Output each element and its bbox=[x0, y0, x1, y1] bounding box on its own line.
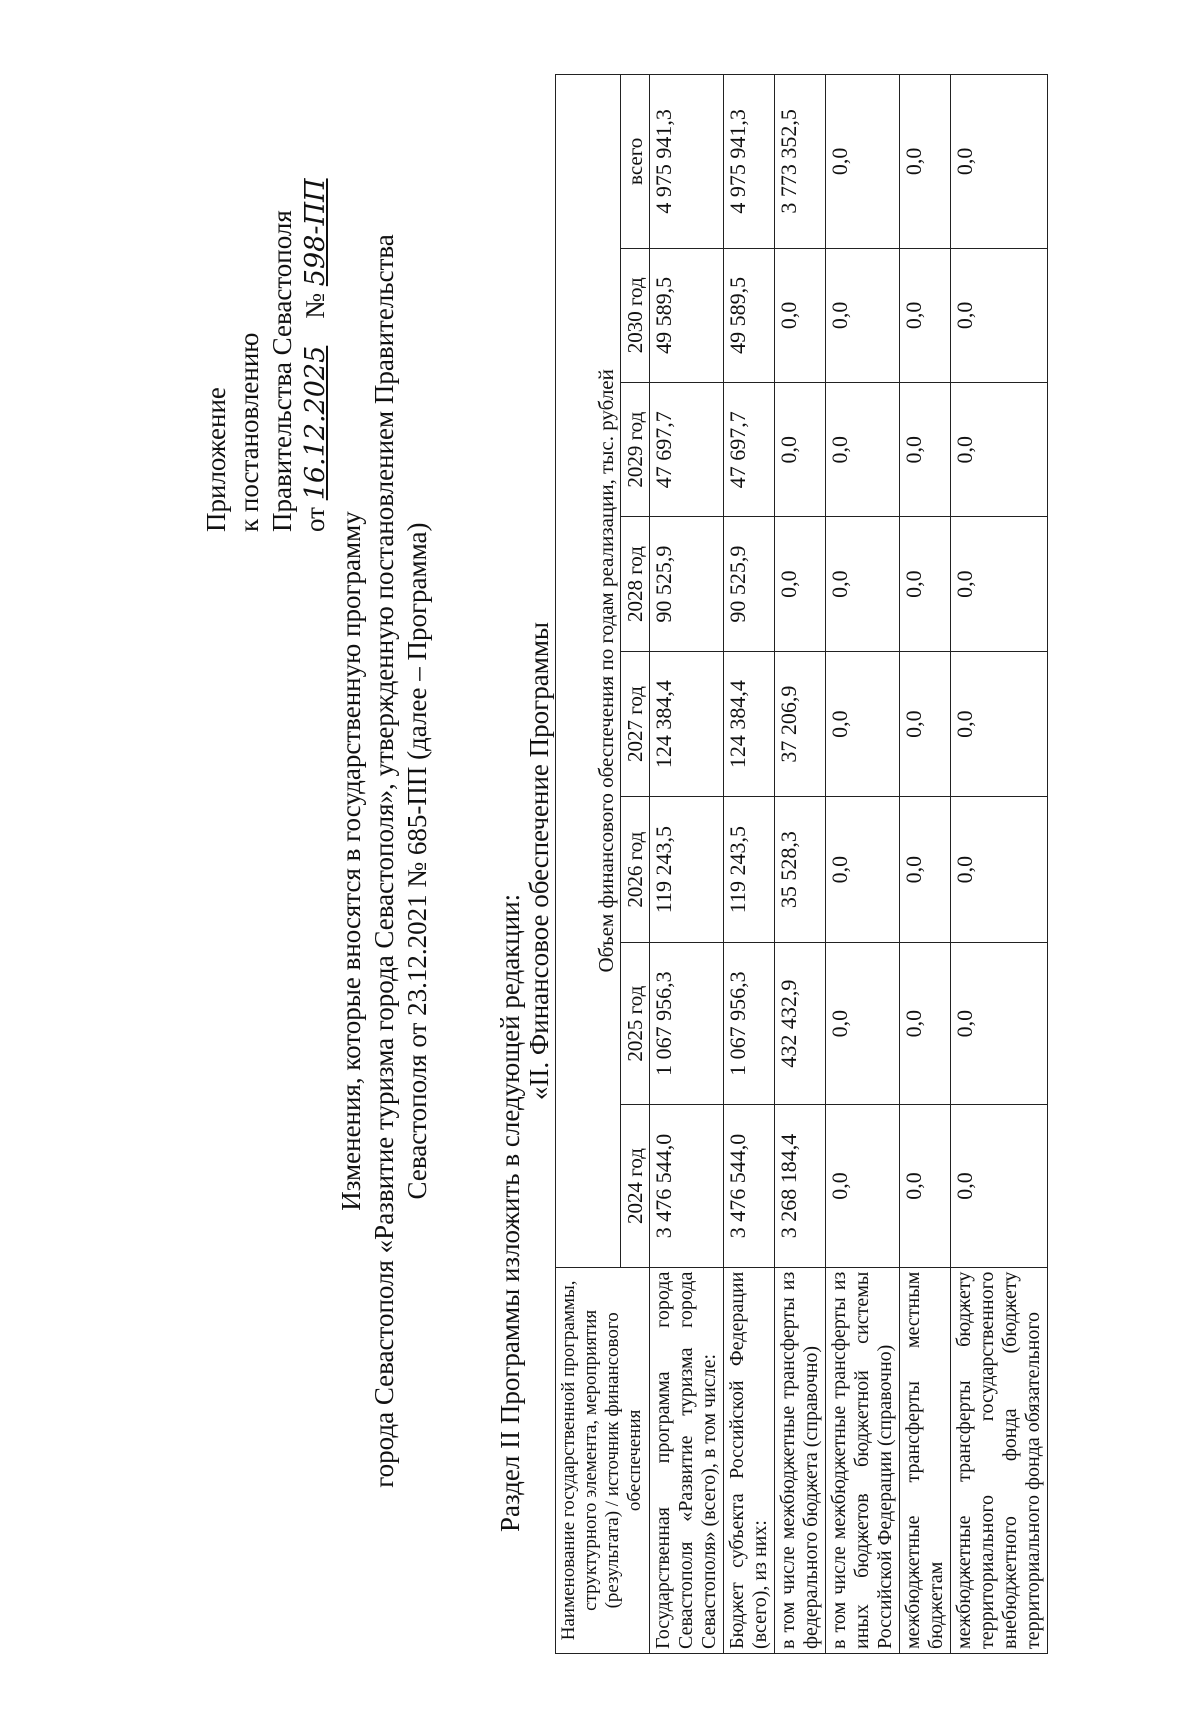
cell-value: 0,0 bbox=[951, 248, 1048, 382]
cell-value: 0,0 bbox=[826, 383, 900, 517]
handwritten-number: 598-ПП bbox=[300, 178, 331, 287]
row-name: в том числе межбюджетные трансферты из иных бюджетов бюджетной системы Российской Федерации (справочно) bbox=[826, 1267, 900, 1653]
financing-table bbox=[555, 74, 1048, 1654]
cell-value: 0,0 bbox=[951, 797, 1048, 943]
year-header: 2028 год bbox=[621, 517, 650, 651]
cell-value: 1 067 956,3 bbox=[724, 942, 775, 1104]
cell-total: 3 773 352,5 bbox=[775, 75, 826, 249]
table-row bbox=[724, 75, 775, 1654]
year-header: 2026 год bbox=[621, 797, 650, 943]
section-title: «II. Финансовое обеспечение Программы bbox=[524, 621, 554, 1101]
cell-value: 0,0 bbox=[826, 942, 900, 1104]
cell-value: 3 476 544,0 bbox=[650, 1105, 724, 1267]
approval-date-line bbox=[299, 178, 332, 532]
cell-value: 3 476 544,0 bbox=[724, 1105, 775, 1267]
cell-value: 0,0 bbox=[900, 797, 951, 943]
cell-value: 119 243,5 bbox=[724, 797, 775, 943]
cell-value: 0,0 bbox=[826, 248, 900, 382]
year-header: 2027 год bbox=[621, 651, 650, 797]
cell-value: 0,0 bbox=[951, 383, 1048, 517]
cell-value: 0,0 bbox=[951, 1105, 1048, 1267]
cell-value: 0,0 bbox=[951, 942, 1048, 1104]
approval-line-1: Приложение bbox=[201, 387, 231, 532]
cell-value: 1 067 956,3 bbox=[650, 942, 724, 1104]
cell-total: 4 975 941,3 bbox=[724, 75, 775, 249]
cell-value: 0,0 bbox=[826, 517, 900, 651]
row-name: Бюджет субъекта Российской Федерации (всего), из них: bbox=[724, 1267, 775, 1653]
cell-value: 0,0 bbox=[951, 517, 1048, 651]
cell-value: 0,0 bbox=[775, 383, 826, 517]
row-name: межбюджетные трансферты бюджету территориального государственного внебюджетного фонда (бюджету территориального фонда обязательного bbox=[951, 1267, 1048, 1653]
cell-value: 124 384,4 bbox=[724, 651, 775, 797]
cell-value: 0,0 bbox=[951, 651, 1048, 797]
row-name: в том числе межбюджетные трансферты из федерального бюджета (справочно) bbox=[775, 1267, 826, 1653]
handwritten-date: 16.12.2025 bbox=[300, 345, 331, 501]
table-row bbox=[826, 75, 900, 1654]
date-prefix: от bbox=[300, 507, 330, 532]
total-header: всего bbox=[621, 75, 650, 249]
cell-total: 0,0 bbox=[951, 75, 1048, 249]
cell-value: 0,0 bbox=[826, 797, 900, 943]
cell-value: 432 432,9 bbox=[775, 942, 826, 1104]
table-row bbox=[951, 75, 1048, 1654]
row-name: межбюджетные трансферты местным бюджетам bbox=[900, 1267, 951, 1653]
approval-block bbox=[200, 178, 332, 532]
approval-line-3: Правительства Севастополя bbox=[267, 210, 297, 532]
cell-value: 49 589,5 bbox=[724, 248, 775, 382]
cell-value: 0,0 bbox=[826, 1105, 900, 1267]
cell-value: 0,0 bbox=[900, 383, 951, 517]
cell-total: 0,0 bbox=[900, 75, 951, 249]
cell-value: 0,0 bbox=[900, 1105, 951, 1267]
cell-value: 124 384,4 bbox=[650, 651, 724, 797]
cell-value: 0,0 bbox=[900, 942, 951, 1104]
document-title bbox=[335, 0, 434, 1722]
year-header: 2025 год bbox=[621, 942, 650, 1104]
title-line-2: города Севастополя «Развитие туризма города Севастополя», утвержденную постановлением Правительства bbox=[369, 234, 399, 1488]
cell-value: 0,0 bbox=[900, 248, 951, 382]
approval-line-2: к постановлению bbox=[234, 332, 264, 532]
table-row bbox=[900, 75, 951, 1654]
cell-value: 47 697,7 bbox=[650, 383, 724, 517]
table-row bbox=[650, 75, 724, 1654]
section-intro: Раздел II Программы изложить в следующей редакции: bbox=[495, 893, 525, 1532]
cell-value: 119 243,5 bbox=[650, 797, 724, 943]
cell-value: 0,0 bbox=[826, 651, 900, 797]
cell-value: 0,0 bbox=[775, 517, 826, 651]
cell-value: 90 525,9 bbox=[650, 517, 724, 651]
cell-value: 37 206,9 bbox=[775, 651, 826, 797]
year-header: 2024 год bbox=[621, 1105, 650, 1267]
cell-total: 4 975 941,3 bbox=[650, 75, 724, 249]
title-line-3: Севастополя от 23.12.2021 № 685-ПП (далее – Программа) bbox=[402, 522, 432, 1200]
cell-value: 49 589,5 bbox=[650, 248, 724, 382]
cell-value: 3 268 184,4 bbox=[775, 1105, 826, 1267]
cell-value: 35 528,3 bbox=[775, 797, 826, 943]
cell-value: 0,0 bbox=[775, 248, 826, 382]
name-column-header: Наименование государственной программы, структурного элемента, мероприятия (результата) / источник финансового обеспечения bbox=[556, 1267, 650, 1653]
cell-value: 90 525,9 bbox=[724, 517, 775, 651]
table-header-row bbox=[556, 75, 621, 1654]
year-header: 2030 год bbox=[621, 248, 650, 382]
table-row bbox=[775, 75, 826, 1654]
number-prefix: № bbox=[300, 292, 330, 319]
cell-value: 47 697,7 bbox=[724, 383, 775, 517]
row-name: Государственная программа города Севастополя «Развитие туризма города Севастополя» (всего), в том числе: bbox=[650, 1267, 724, 1653]
cell-value: 0,0 bbox=[900, 517, 951, 651]
year-header: 2029 год bbox=[621, 383, 650, 517]
cell-total: 0,0 bbox=[826, 75, 900, 249]
cell-value: 0,0 bbox=[900, 651, 951, 797]
title-line-1: Изменения, которые вносятся в государственную программу bbox=[336, 511, 366, 1211]
volume-column-header: Объем финансового обеспечения по годам реализации, тыс. рублей bbox=[556, 75, 621, 1268]
